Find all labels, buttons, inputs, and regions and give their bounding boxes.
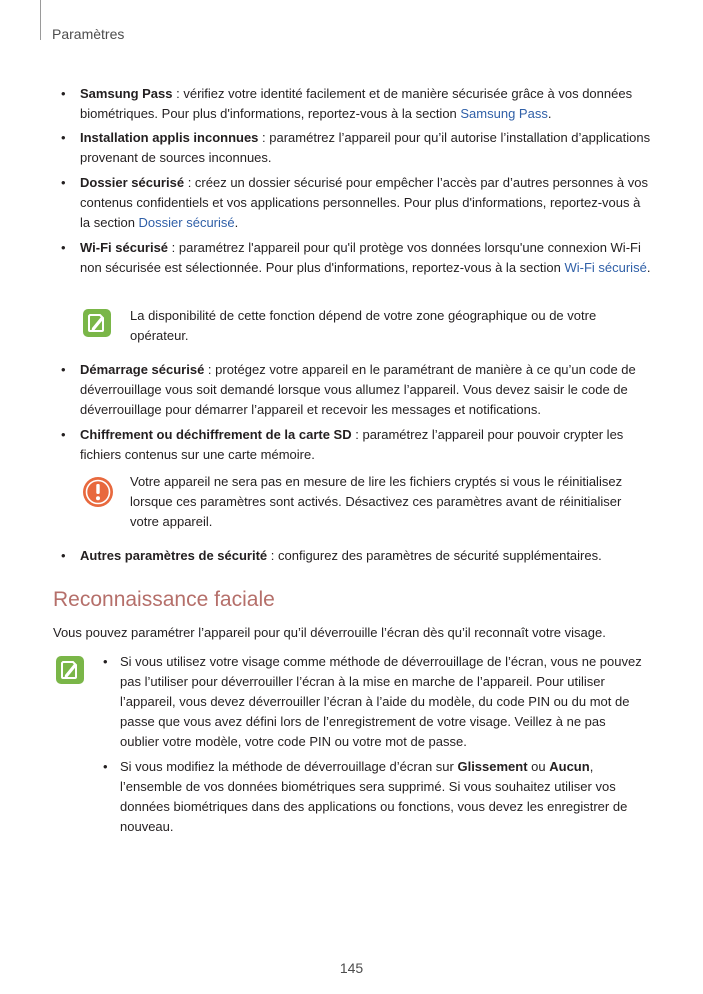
secure-wifi-link[interactable]: Wi-Fi sécurisé — [564, 260, 647, 275]
list-item-samsung-pass: Samsung Pass : vérifiez votre identité facilement et de manière sécurisée grâce à vos données biométriques. Pour plus d'informations, reportez-vous à la section Samsung Pass. — [80, 86, 633, 121]
list-item-secure-wifi: Wi-Fi sécurisé : paramétrez l'appareil pour qu'il protège vos données lorsqu'une connexion Wi-Fi non sécurisée est sélectionnée. Pour plus d'informations, reportez-vous à la section Wi-Fi sécurisé. — [80, 240, 651, 275]
list-item-unknown-apps: Installation applis inconnues : paramétrez l’appareil pour qu’il autorise l’installation d’applications provenant de sources inconnues. — [80, 130, 651, 165]
warning-icon — [82, 476, 112, 506]
term: Démarrage sécurisé — [80, 362, 205, 377]
note-icon — [55, 655, 85, 685]
page-number: 145 — [339, 960, 364, 976]
bullet: • — [61, 175, 66, 190]
note-warning: Votre appareil ne sera pas en mesure de lire les fichiers cryptés si vous le réinitialisez lorsque ces paramètres sont activés. Désactivez ces paramètres avant de réinitialiser votre appareil. — [130, 474, 623, 529]
header-rule — [40, 0, 41, 40]
bullet: • — [103, 654, 108, 669]
bullet: • — [61, 548, 66, 563]
bullet: • — [61, 130, 66, 145]
list-item-secure-startup: Démarrage sécurisé : protégez votre appareil en le paramétrant de manière à ce qu’un code de déverrouillage vous soit demandé lorsque vous allumez l’appareil. Vous devez saisir le code de déverrouillage pour démarrer l’appareil et recevoir les messages et notifications. — [80, 362, 636, 417]
bullet: • — [103, 759, 108, 774]
page-header-title: Paramètres — [52, 26, 125, 42]
bullet: • — [61, 362, 66, 377]
term: Dossier sécurisé — [80, 175, 185, 190]
list-item-other-security: Autres paramètres de sécurité : configurez des paramètres de sécurité supplémentaires. — [80, 548, 602, 563]
section-intro: Vous pouvez paramétrer l’appareil pour qu’il déverrouille l’écran dès qu’il reconnaît votre visage. — [53, 625, 606, 640]
note-availability: La disponibilité de cette fonction dépend de votre zone géographique ou de votre opérateur. — [130, 308, 597, 343]
term: Chiffrement ou déchiffrement de la carte SD — [80, 427, 352, 442]
term: Installation applis inconnues — [80, 130, 259, 145]
samsung-pass-link[interactable]: Samsung Pass — [460, 106, 548, 121]
term: Wi-Fi sécurisé — [80, 240, 169, 255]
term: Autres paramètres de sécurité — [80, 548, 268, 563]
bullet: • — [61, 240, 66, 255]
face-note-1: Si vous utilisez votre visage comme méthode de déverrouillage de l’écran, vous ne pouvez pas l’utiliser pour déverrouiller l’écran à la mise en marche de l’appareil. Pour utiliser l’appareil, vous devez déverrouiller l’écran à l’aide du modèle, du code PIN ou du mot de passe que vous avez défini lors de l’enregistrement de votre visage. Veillez à ne pas oublier votre modèle, votre code PIN ou votre mot de passe. — [120, 654, 642, 749]
bullet: • — [61, 427, 66, 442]
term: Samsung Pass — [80, 86, 173, 101]
face-note-2: Si vous modifiez la méthode de déverrouillage d’écran sur Glissement ou Aucun, l’ensemble de vos données biométriques sera supprimé. Si vous souhaitez utiliser vos données biométriques dans des applications ou fonctions, vous devez les enregistrer de nouveau. — [120, 759, 628, 834]
bullet: • — [61, 86, 66, 101]
note-icon — [82, 308, 112, 338]
section-heading-face-recognition: Reconnaissance faciale — [53, 588, 275, 611]
list-item-secure-folder: Dossier sécurisé : créez un dossier sécurisé pour empêcher l’accès par d’autres personnes à vos contenus confidentiels et vos applications personnelles. Pour plus d'informations, reportez-vous à la section Dossier sécurisé. — [80, 175, 648, 230]
list-item-sd-encryption: Chiffrement ou déchiffrement de la carte SD : paramétrez l’appareil pour pouvoir crypter les fichiers contenus sur une carte mémoire. — [80, 427, 624, 462]
secure-folder-link[interactable]: Dossier sécurisé — [138, 215, 235, 230]
